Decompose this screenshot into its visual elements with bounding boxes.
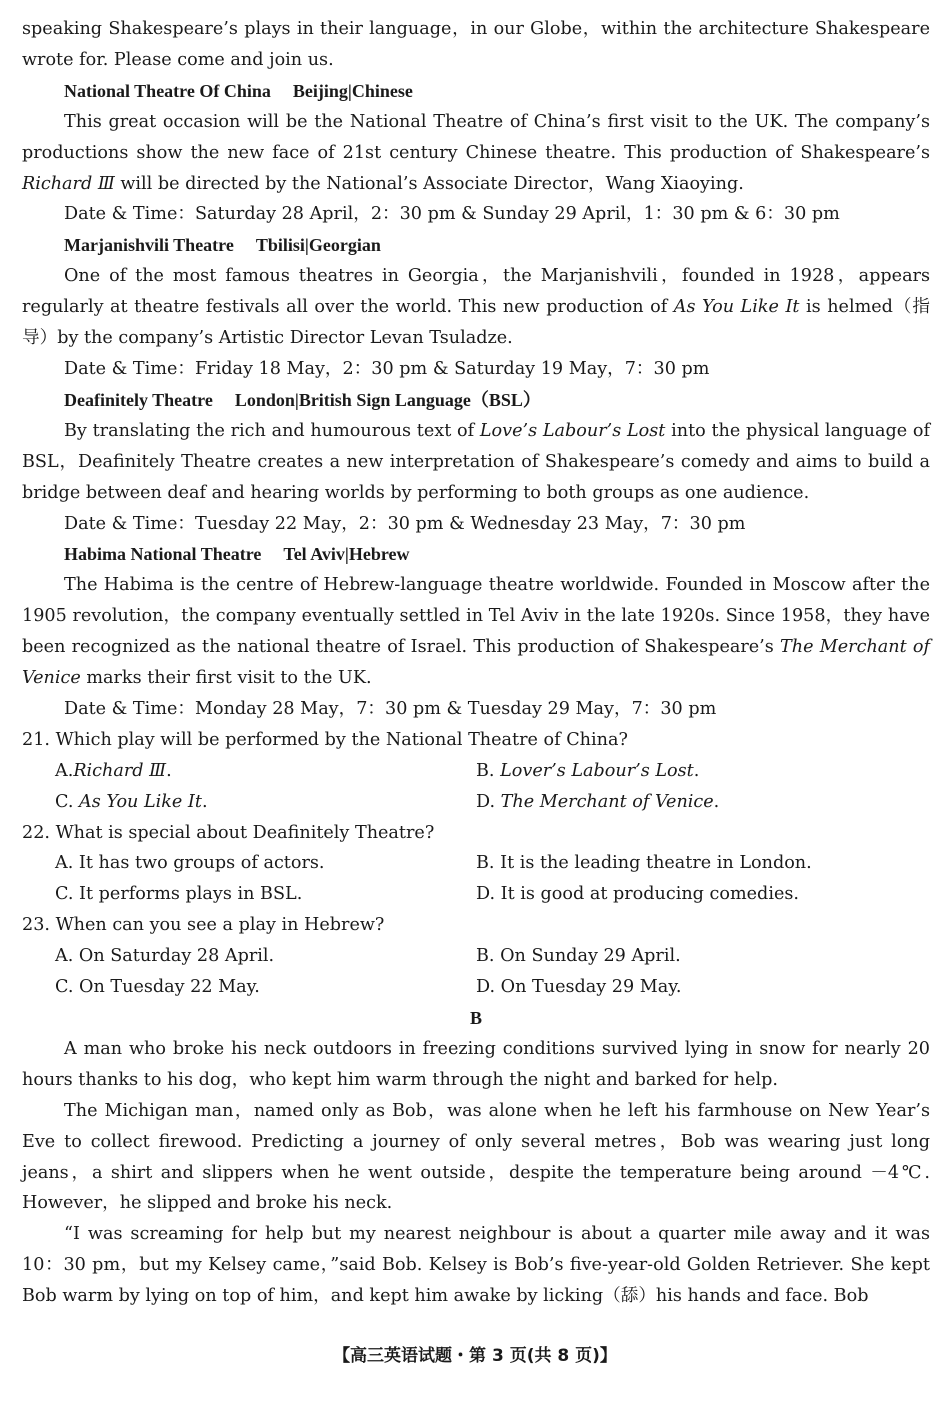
- option-c[interactable]: C. It performs plays in BSL.: [55, 884, 303, 905]
- theatre-name: National Theatre Of China: [64, 80, 271, 101]
- passage-paragraph: The Michigan man，named only as Bob，was alone when he left his farmhouse on New Year’s Eve to collect firewood. Predicting a journey of only several metres，Bob was wearing just long jeans，a shirt and slippers when he went outside，despite the temperature being around －4℃. However，he slipped and broke his neck.: [22, 1100, 930, 1214]
- option-b[interactable]: B. On Sunday 29 April.: [476, 946, 681, 967]
- theatre-name: Habima National Theatre: [64, 544, 262, 565]
- theatre-location: London|British Sign Language（BSL）: [234, 389, 541, 410]
- question-stem: 21. Which play will be performed by the National Theatre of China?: [22, 729, 628, 750]
- options-row: [22, 787, 930, 818]
- theatre-datetime: Date & Time：Friday 18 May，2：30 pm & Saturday 19 May，7：30 pm: [64, 358, 710, 379]
- theatre-description: The Habima is the centre of Hebrew-language theatre worldwide. Founded in Moscow after the 1905 revolution，the company eventually settled in Tel Aviv in the late 1920s. Since 1958，they have been recognized as the national theatre of Israel. This production of Shakespeare’s The Merchant of Venice marks their first visit to the UK.: [22, 575, 930, 689]
- option-d[interactable]: D. The Merchant of Venice.: [476, 791, 720, 812]
- question-stem: 23. When can you see a play in Hebrew?: [22, 915, 385, 936]
- question-22: [22, 818, 930, 911]
- theatre-name: Deafinitely Theatre: [64, 389, 213, 410]
- theatre-entry: [22, 385, 930, 540]
- theatre-heading: [22, 76, 930, 107]
- theatre-location: Tbilisi|Georgian: [255, 235, 381, 256]
- page-footer: 【高三英语试题・第 3 页(共 8 页)】: [333, 1346, 617, 1366]
- option-d[interactable]: D. On Tuesday 29 May.: [476, 977, 682, 998]
- document-page: [22, 14, 930, 1312]
- theatre-description: This great occasion will be the National Theatre of China’s first visit to the UK. The company’s productions show the new face of 21st century Chinese theatre. This production of Shakespeare’s Richard Ⅲ will be directed by the National’s Associate Director，Wang Xiaoying.: [22, 111, 930, 194]
- theatre-heading: [22, 539, 930, 570]
- question-stem: 22. What is special about Deafinitely Theatre?: [22, 822, 435, 843]
- option-b[interactable]: B. It is the leading theatre in London.: [476, 853, 812, 874]
- options-row: [22, 972, 930, 1003]
- theatre-location: Tel Aviv|Hebrew: [283, 544, 410, 565]
- play-title: Love’s Labour’s Lost: [479, 420, 666, 441]
- question-21: [22, 725, 930, 818]
- theatre-datetime: Date & Time：Monday 28 May，7：30 pm & Tuesday 29 May，7：30 pm: [64, 698, 717, 719]
- intro-continuation: speaking Shakespeare’s plays in their language，in our Globe，within the architecture Shakespeare wrote for. Please come and join us.: [22, 19, 930, 70]
- option-d[interactable]: D. It is good at producing comedies.: [476, 884, 799, 905]
- theatre-location: Beijing|Chinese: [292, 80, 413, 101]
- theatre-datetime: Date & Time：Saturday 28 April，2：30 pm & Sunday 29 April，1：30 pm & 6：30 pm: [64, 204, 840, 225]
- theatre-heading: [22, 230, 930, 261]
- options-row: [22, 848, 930, 879]
- theatre-heading: [22, 385, 930, 416]
- play-title: Richard Ⅲ: [22, 173, 115, 194]
- option-a[interactable]: A.Richard Ⅲ.: [55, 760, 172, 781]
- option-a[interactable]: A. On Saturday 28 April.: [55, 946, 275, 967]
- theatre-entry: [22, 230, 930, 385]
- option-c[interactable]: C. On Tuesday 22 May.: [55, 977, 260, 998]
- question-23: [22, 910, 930, 1003]
- theatre-datetime: Date & Time：Tuesday 22 May，2：30 pm & Wednesday 23 May，7：30 pm: [64, 513, 746, 534]
- option-c[interactable]: C. As You Like It.: [55, 791, 208, 812]
- section-label: B: [469, 1008, 482, 1028]
- option-b[interactable]: B. Lover’s Labour’s Lost.: [476, 760, 700, 781]
- options-row: [22, 879, 930, 910]
- play-title: As You Like It: [673, 297, 800, 318]
- theatre-description: By translating the rich and humourous text of Love’s Labour’s Lost into the physical language of BSL，Deafinitely Theatre creates a new interpretation of Shakespeare’s comedy and aims to build a bridge between deaf and hearing worlds by performing to both groups as one audience.: [22, 420, 930, 503]
- passage-paragraph: “I was screaming for help but my nearest neighbour is about a quarter mile away and it was 10：30 pm，but my Kelsey came，”said Bob. Kelsey is Bob’s five-year-old Golden Retriever. She kept Bob warm by lying on top of him，and kept him awake by licking（舔）his hands and face. Bob: [22, 1224, 930, 1307]
- options-row: [22, 756, 930, 787]
- theatre-entry: [22, 76, 930, 231]
- theatre-entry: [22, 539, 930, 724]
- options-row: [22, 941, 930, 972]
- theatre-description: One of the most famous theatres in Georgia，the Marjanishvili，founded in 1928，appears regularly at theatre festivals all over the world. This new production of As You Like It is helmed（指导）by the company’s Artistic Director Levan Tsuladze.: [22, 266, 930, 349]
- play-title: The Merchant of Venice: [22, 637, 930, 689]
- option-a[interactable]: A. It has two groups of actors.: [55, 853, 325, 874]
- passage-paragraph: A man who broke his neck outdoors in freezing conditions survived lying in snow for nearly 20 hours thanks to his dog，who kept him warm through the night and barked for help.: [22, 1038, 930, 1090]
- theatre-name: Marjanishvili Theatre: [64, 235, 234, 256]
